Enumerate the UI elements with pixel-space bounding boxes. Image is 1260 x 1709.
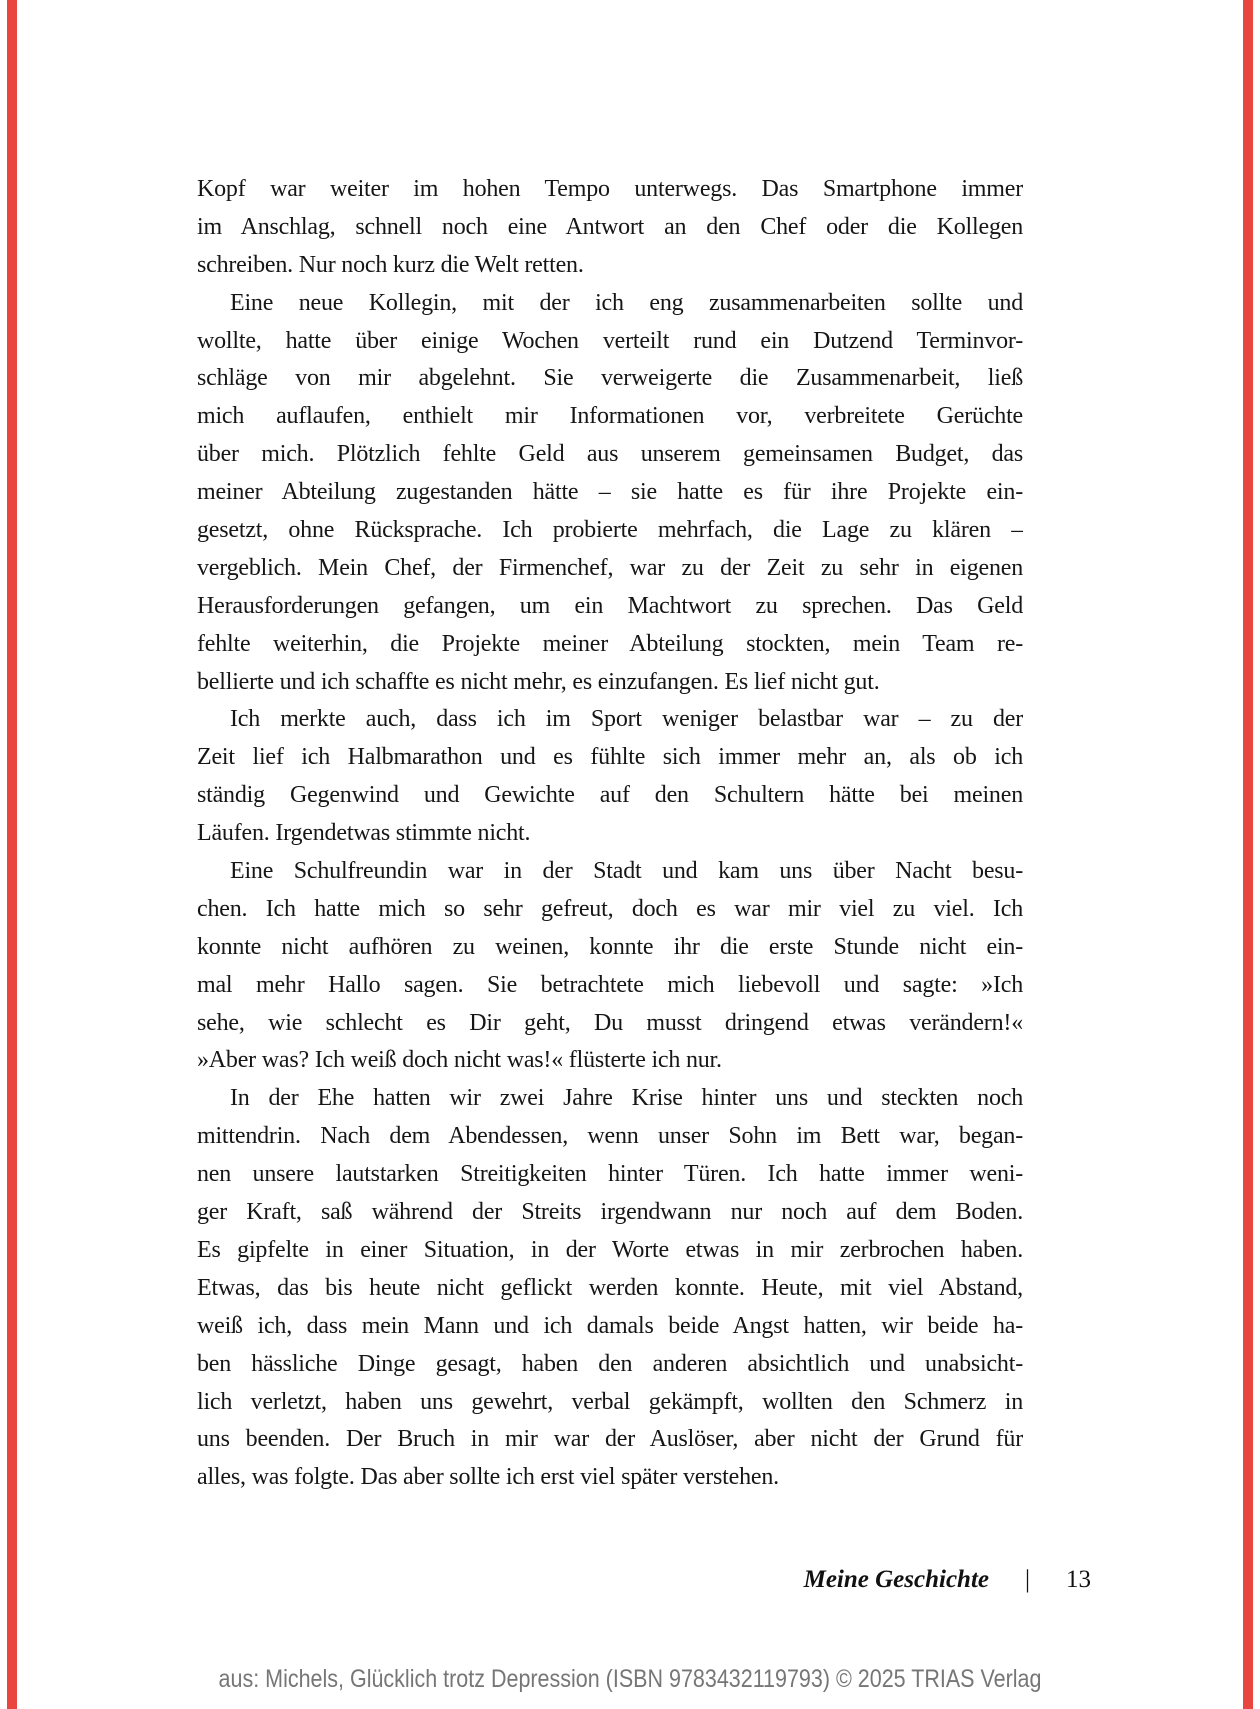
text-line: über mich. Plötzlich fehlte Geld aus unserem gemeinsamen Budget, das xyxy=(197,441,1023,468)
text-line: fehlte weiterhin, die Projekte meiner Abteilung stockten, mein Team re- xyxy=(197,630,1023,657)
text-line: vergeblich. Mein Chef, der Firmenchef, war zu der Zeit zu sehr in eigenen xyxy=(197,554,1023,581)
text-line: Kopf war weiter im hohen Tempo unterwegs. Das Smartphone immer xyxy=(197,176,1023,202)
text-line: Läufen. Irgendetwas stimmte nicht. xyxy=(197,820,531,847)
text-line: im Anschlag, schnell noch eine Antwort an den Chef oder die Kollegen xyxy=(197,213,1023,240)
text-line: Etwas, das bis heute nicht geflickt werden konnte. Heute, mit viel Abstand, xyxy=(197,1274,1023,1301)
body-text xyxy=(197,171,1023,1497)
text-line: konnte nicht aufhören zu weinen, konnte ihr die erste Stunde nicht ein- xyxy=(197,933,1023,960)
page-footer xyxy=(804,1566,1091,1594)
text-line: Eine Schulfreundin war in der Stadt und kam uns über Nacht besu- xyxy=(230,858,1023,885)
text-line: bellierte und ich schaffte es nicht mehr, es einzufangen. Es lief nicht gut. xyxy=(197,668,880,695)
text-line: wollte, hatte über einige Wochen verteilt rund ein Dutzend Terminvor- xyxy=(197,327,1023,354)
page-number: 13 xyxy=(1066,1566,1091,1593)
text-line: ständig Gegenwind und Gewichte auf den Schultern hätte bei meinen xyxy=(197,782,1023,809)
text-line: mich auflaufen, enthielt mir Informationen vor, verbreitete Gerüchte xyxy=(197,403,1023,430)
text-line: schläge von mir abgelehnt. Sie verweigerte die Zusammenarbeit, ließ xyxy=(197,365,1023,392)
text-line: Eine neue Kollegin, mit der ich eng zusammenarbeiten sollte und xyxy=(230,289,1023,316)
bleed-bar-left xyxy=(7,0,17,1709)
text-line: chen. Ich hatte mich so sehr gefreut, doch es war mir viel zu viel. Ich xyxy=(197,895,1023,922)
text-line: In der Ehe hatten wir zwei Jahre Krise hinter uns und steckten noch xyxy=(230,1085,1023,1112)
text-line: weiß ich, dass mein Mann und ich damals beide Angst hatten, wir beide ha- xyxy=(197,1312,1023,1339)
text-line: Es gipfelte in einer Situation, in der Worte etwas in mir zerbrochen haben. xyxy=(197,1236,1023,1263)
text-line: gesetzt, ohne Rücksprache. Ich probierte mehrfach, die Lage zu klären – xyxy=(197,517,1023,544)
text-line: meiner Abteilung zugestanden hätte – sie hatte es für ihre Projekte ein- xyxy=(197,479,1023,506)
text-line: Ich merkte auch, dass ich im Sport weniger belastbar war – zu der xyxy=(230,706,1023,733)
text-line: mal mehr Hallo sagen. Sie betrachtete mich liebevoll und sagte: »Ich xyxy=(197,971,1023,998)
text-line: sehe, wie schlecht es Dir geht, Du musst dringend etwas verändern!« xyxy=(197,1009,1023,1036)
text-line: Herausforderungen gefangen, um ein Machtwort zu sprechen. Das Geld xyxy=(197,592,1023,619)
footer-separator: | xyxy=(1024,1566,1030,1593)
text-line: »Aber was? Ich weiß doch nicht was!« flüsterte ich nur. xyxy=(197,1047,722,1074)
text-line: Zeit lief ich Halbmarathon und es fühlte sich immer mehr an, als ob ich xyxy=(197,744,1023,771)
text-line: uns beenden. Der Bruch in mir war der Auslöser, aber nicht der Grund für xyxy=(197,1426,1023,1453)
text-line: nen unsere lautstarken Streitigkeiten hinter Türen. Ich hatte immer weni- xyxy=(197,1161,1023,1188)
text-line: mittendrin. Nach dem Abendessen, wenn unser Sohn im Bett war, began- xyxy=(197,1123,1023,1150)
text-line: ben hässliche Dinge gesagt, haben den anderen absichtlich und unabsicht- xyxy=(197,1350,1023,1377)
text-line: ger Kraft, saß während der Streits irgendwann nur noch auf dem Boden. xyxy=(197,1199,1023,1226)
running-footer-chapter: Meine Geschichte xyxy=(803,1566,989,1593)
copyright-line: aus: Michels, Glücklich trotz Depression (ISBN 9783432119793) © 2025 TRIAS Verlag xyxy=(218,1665,1042,1693)
text-line: schreiben. Nur noch kurz die Welt retten. xyxy=(197,251,584,278)
text-line: alles, was folgte. Das aber sollte ich erst viel später verstehen. xyxy=(197,1464,779,1491)
text-line: lich verletzt, haben uns gewehrt, verbal gekämpft, wollten den Schmerz in xyxy=(197,1388,1023,1415)
bleed-bar-right xyxy=(1243,0,1253,1709)
